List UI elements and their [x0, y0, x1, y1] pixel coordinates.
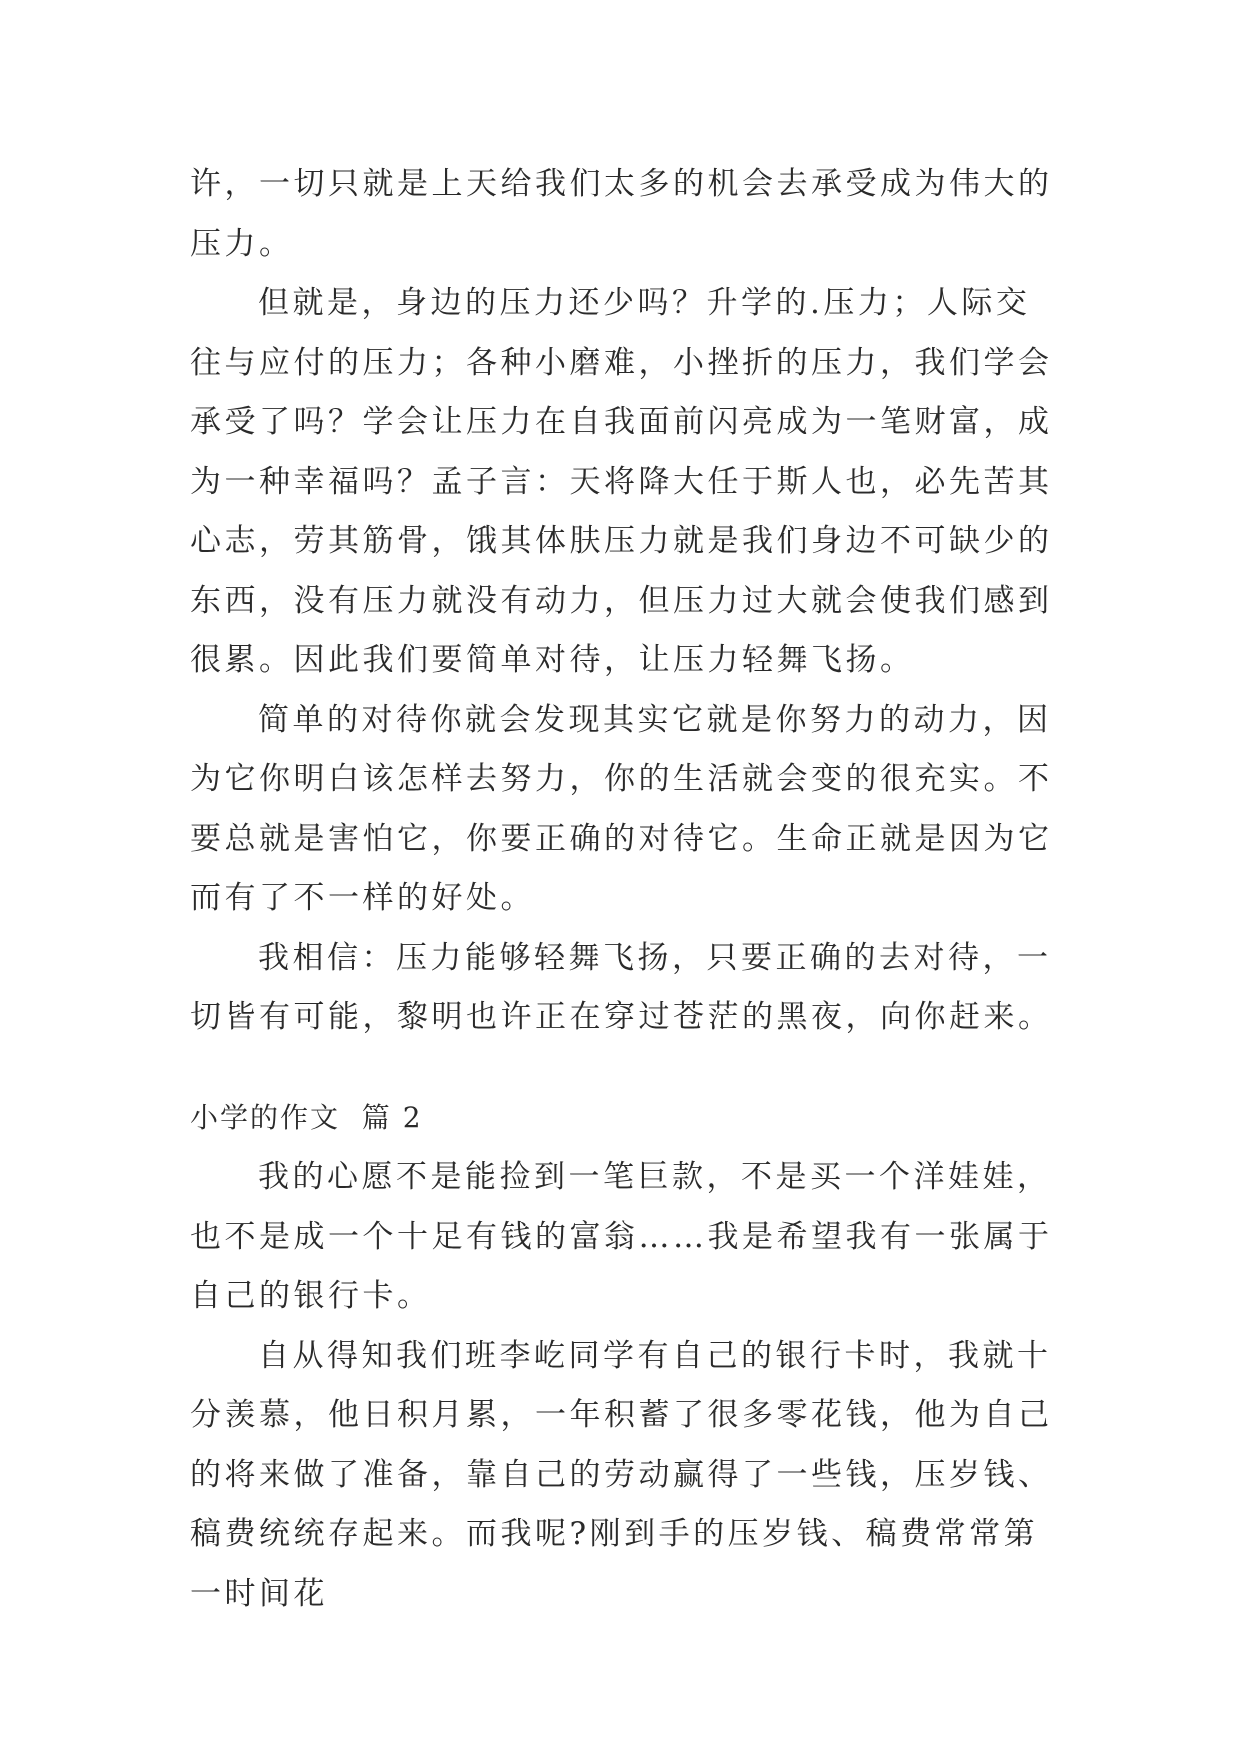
paragraph-6: 自从得知我们班李屹同学有自己的银行卡时，我就十分羡慕，他日积月累，一年积蓄了很多零花钱，他为自己的将来做了准备，靠自己的劳动赢得了一些钱，压岁钱、稿费统统存起来。而我呢?刚到手的压岁钱、稿费常常第一时间花: [190, 1337, 1053, 1612]
paragraph-4: 我相信：压力能够轻舞飞扬，只要正确的去对待，一切皆有可能，黎明也许正在穿过苍茫的黑夜，向你赶来。: [190, 939, 1053, 1035]
paragraph-3: 简单的对待你就会发现其实它就是你努力的动力，因为它你明白该怎样去努力，你的生活就会变的很充实。不要总就是害怕它，你要正确的对待它。生命正就是因为它而有了不一样的好处。: [190, 701, 1053, 916]
essay-1-body: [190, 155, 1054, 1048]
essay-2-body: [190, 1148, 1054, 1624]
essay-2-heading: 小学的作文 篇 2: [190, 1101, 423, 1134]
paragraph-2: 但就是，身边的压力还少吗？升学的.压力；人际交往与应付的压力；各种小磨难，小挫折的压力，我们学会承受了吗？学会让压力在自我面前闪亮成为一笔财富，成为一种幸福吗？孟子言：天将降大任于斯人也，必先苦其心志，劳其筋骨，饿其体肤压力就是我们身边不可缺少的东西，没有压力就没有动力，但压力过大就会使我们感到很累。因此我们要简单对待，让压力轻舞飞扬。: [190, 285, 1053, 678]
paragraph-1: 许，一切只就是上天给我们太多的机会去承受成为伟大的压力。: [190, 166, 1053, 262]
paragraph-5: 我的心愿不是能捡到一笔巨款，不是买一个洋娃娃，也不是成一个十足有钱的富翁……我是希望我有一张属于自己的银行卡。: [190, 1159, 1053, 1314]
